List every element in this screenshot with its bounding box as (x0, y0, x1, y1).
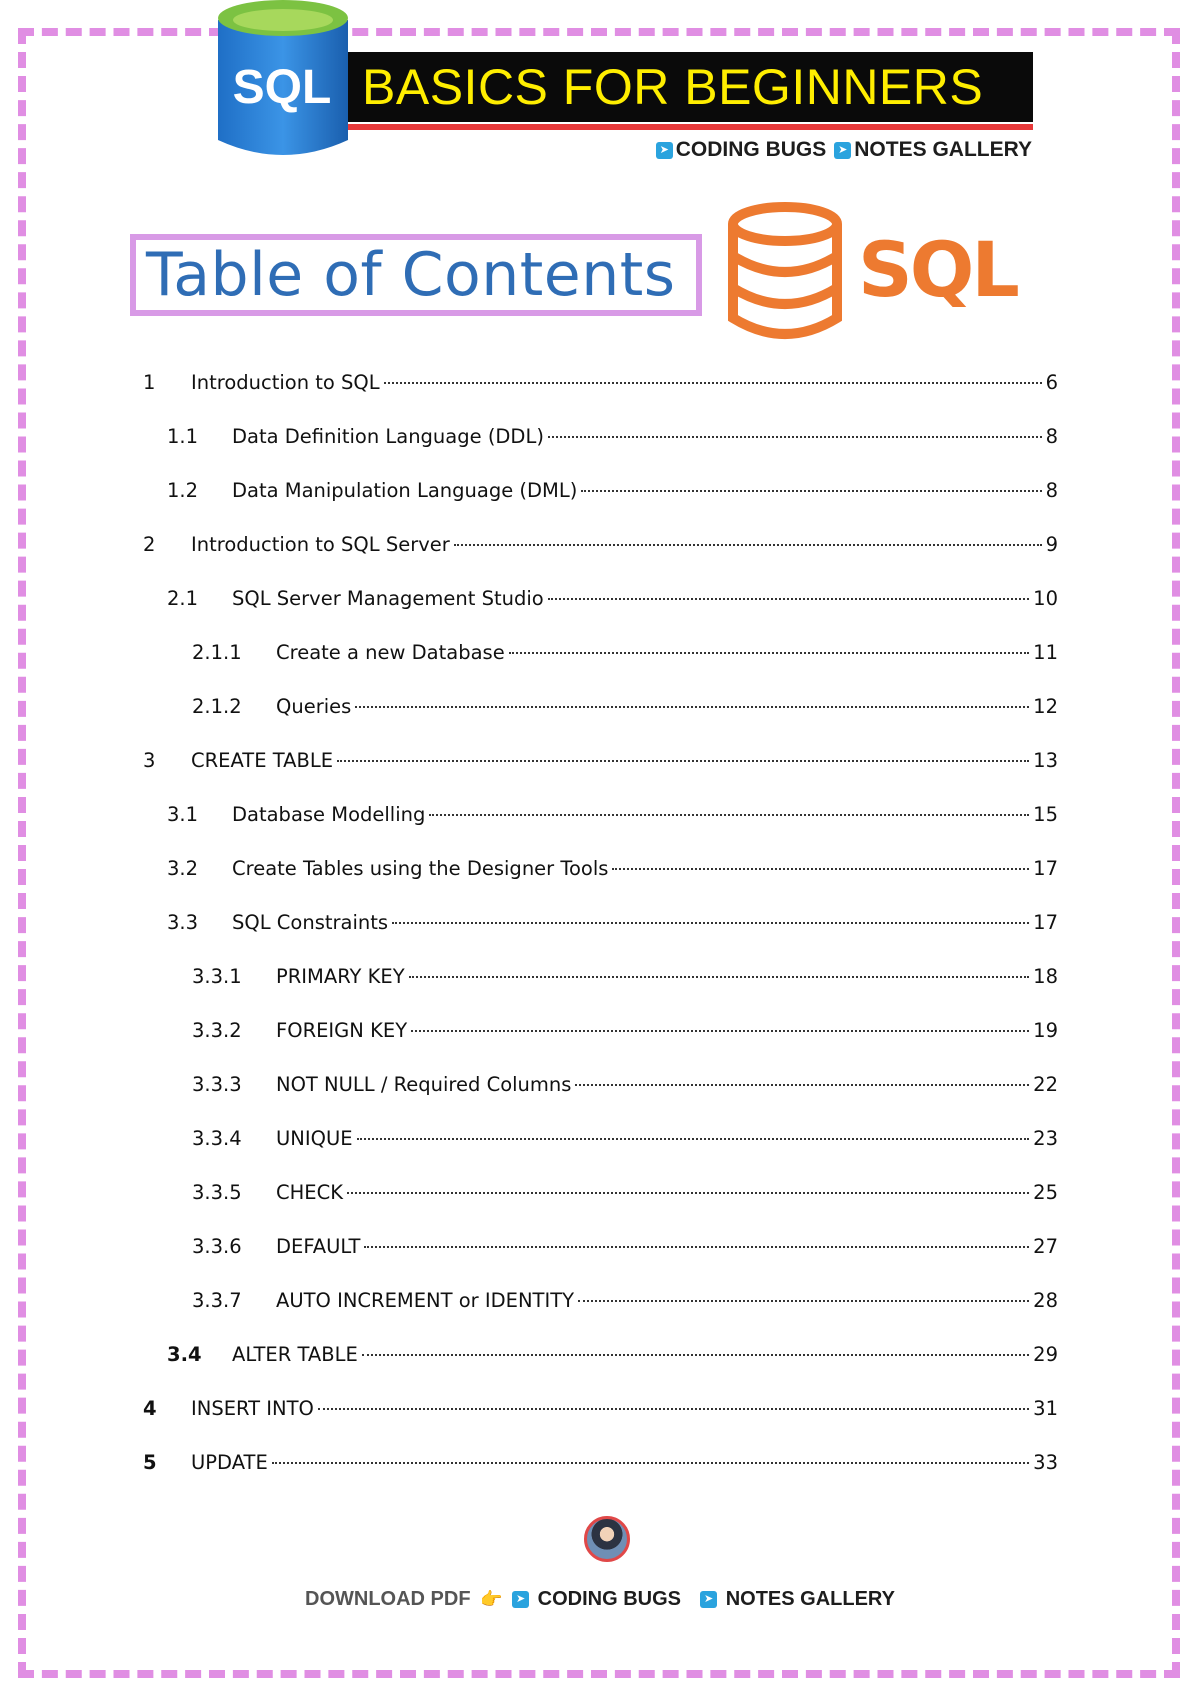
toc-entry-title[interactable]: Data Manipulation Language (DML) (232, 479, 578, 502)
toc-entry-title[interactable]: Create Tables using the Designer Tools (232, 857, 609, 880)
footer-brand-coding-bugs[interactable]: CODING BUGS (537, 1588, 682, 1610)
toc-entry-number: 3.3.6 (192, 1235, 242, 1258)
toc-entry-title[interactable]: Introduction to SQL (191, 371, 380, 394)
toc-entry-number: 4 (143, 1397, 157, 1420)
toc-entry[interactable] (0, 641, 1200, 671)
toc-leader-dots (548, 598, 1029, 600)
toc-entry-title[interactable]: Data Definition Language (DDL) (232, 425, 544, 448)
toc-entry-number: 3.3.4 (192, 1127, 242, 1150)
toc-leader-dots (357, 1138, 1030, 1140)
toc-entry-number: 2 (143, 533, 156, 556)
toc-entry-title[interactable]: FOREIGN KEY (276, 1019, 408, 1042)
toc-leader-dots (392, 922, 1029, 924)
toc-leader-dots (578, 1300, 1029, 1302)
telegram-icon[interactable]: ➤ (512, 1591, 529, 1608)
header-brand-row (656, 138, 1032, 162)
toc-leader-dots (272, 1462, 1029, 1464)
toc-entry[interactable] (0, 479, 1200, 509)
toc-entry[interactable] (0, 533, 1200, 563)
toc-entry-number: 1.2 (167, 479, 199, 502)
toc-entry-title[interactable]: CREATE TABLE (191, 749, 334, 772)
toc-entry-number: 3.2 (167, 857, 199, 880)
toc-leader-dots (411, 1030, 1029, 1032)
toc-entry[interactable] (0, 1343, 1200, 1373)
toc-entry-title[interactable]: NOT NULL / Required Columns (276, 1073, 572, 1096)
toc-entry[interactable] (0, 1451, 1200, 1481)
toc-entry-title[interactable]: Introduction to SQL Server (191, 533, 450, 556)
telegram-icon[interactable]: ➤ (656, 142, 673, 159)
toc-entry-page[interactable]: 22 (1033, 1073, 1058, 1096)
toc-entry-title[interactable]: Create a new Database (276, 641, 505, 664)
toc-entry-page[interactable]: 8 (1045, 425, 1058, 448)
toc-entry-page[interactable]: 18 (1033, 965, 1058, 988)
toc-entry[interactable] (0, 1127, 1200, 1157)
toc-entry-number: 3.3.7 (192, 1289, 242, 1312)
toc-entry-page[interactable]: 12 (1033, 695, 1058, 718)
toc-entry-page[interactable]: 28 (1033, 1289, 1058, 1312)
toc-entry[interactable] (0, 1397, 1200, 1427)
toc-entry[interactable] (0, 857, 1200, 887)
header-brand-coding-bugs[interactable]: CODING BUGS (675, 138, 827, 161)
toc-entry-title[interactable]: UPDATE (191, 1451, 268, 1474)
toc-entry-number: 3.3.3 (192, 1073, 242, 1096)
toc-entry[interactable] (0, 1235, 1200, 1265)
toc-entry-title[interactable]: PRIMARY KEY (276, 965, 405, 988)
header-brand-notes-gallery[interactable]: NOTES GALLERY (854, 138, 1032, 161)
toc-entry-title[interactable]: DEFAULT (276, 1235, 361, 1258)
header-title: BASICS FOR BEGINNERS (362, 59, 984, 115)
toc-leader-dots (612, 868, 1029, 870)
toc-leader-dots (384, 382, 1042, 384)
toc-entry-number: 2.1 (167, 587, 199, 610)
toc-leader-dots (429, 814, 1029, 816)
toc-entry-page[interactable]: 29 (1033, 1343, 1058, 1366)
toc-title: Table of Contents (146, 240, 676, 310)
toc-leader-dots (355, 706, 1029, 708)
toc-entry-title[interactable]: CHECK (276, 1181, 344, 1204)
toc-entry[interactable] (0, 965, 1200, 995)
toc-entry-title[interactable]: SQL Constraints (232, 911, 389, 934)
toc-leader-dots (548, 436, 1042, 438)
telegram-icon[interactable]: ➤ (700, 1591, 717, 1608)
toc-entry[interactable] (0, 1019, 1200, 1049)
toc-entry-number: 3.3.5 (192, 1181, 242, 1204)
toc-entry-number: 1.1 (167, 425, 199, 448)
footer-download-row (0, 1588, 1200, 1611)
toc-entry-number: 3.4 (167, 1343, 202, 1366)
avatar (584, 1516, 630, 1562)
toc-leader-dots (362, 1354, 1029, 1356)
toc-leader-dots (575, 1084, 1029, 1086)
toc-entry-page[interactable]: 31 (1033, 1397, 1058, 1420)
toc-entry-number: 3.3.1 (192, 965, 242, 988)
pointing-hand-icon: 👉 (480, 1589, 503, 1609)
toc-entry[interactable] (0, 1073, 1200, 1103)
toc-entry-page[interactable]: 9 (1045, 533, 1058, 556)
toc-entry-title[interactable]: INSERT INTO (191, 1397, 314, 1420)
toc-leader-dots (364, 1246, 1029, 1248)
toc-leader-dots (347, 1192, 1029, 1194)
footer-brand-notes-gallery[interactable]: NOTES GALLERY (725, 1588, 895, 1610)
toc-entry[interactable] (0, 587, 1200, 617)
toc-entry[interactable] (0, 911, 1200, 941)
toc-entry-page[interactable]: 11 (1033, 641, 1058, 664)
toc-entry-page[interactable]: 8 (1045, 479, 1058, 502)
sql-logo-word: SQL (858, 225, 1017, 314)
toc-entry-page[interactable]: 17 (1033, 857, 1058, 880)
toc-entry[interactable] (0, 749, 1200, 779)
header-banner (348, 52, 1033, 122)
toc-leader-dots (509, 652, 1029, 654)
toc-entry-title[interactable]: UNIQUE (276, 1127, 353, 1150)
toc-entry[interactable] (0, 1181, 1200, 1211)
toc-entry-page[interactable]: 27 (1033, 1235, 1058, 1258)
toc-leader-dots (454, 544, 1042, 546)
toc-leader-dots (318, 1408, 1029, 1410)
toc-entry-title[interactable]: AUTO INCREMENT or IDENTITY (276, 1289, 575, 1312)
toc-entry-number: 3.1 (167, 803, 199, 826)
toc-entry-number: 3.3.2 (192, 1019, 242, 1042)
download-pdf-label[interactable]: DOWNLOAD PDF (305, 1588, 471, 1610)
toc-entry[interactable] (0, 371, 1200, 401)
sql-logo-text: SQL (232, 61, 332, 114)
toc-entry-page[interactable]: 10 (1033, 587, 1058, 610)
toc-entry-title[interactable]: Database Modelling (232, 803, 426, 826)
toc-entry-number: 3 (143, 749, 156, 772)
toc-entry-page[interactable]: 17 (1033, 911, 1058, 934)
toc-leader-dots (581, 490, 1041, 492)
toc-entry-page[interactable]: 25 (1033, 1181, 1058, 1204)
toc-entry-number: 5 (143, 1451, 157, 1474)
toc-entry-page[interactable]: 13 (1033, 749, 1058, 772)
toc-leader-dots (337, 760, 1029, 762)
toc-entry-title[interactable]: Queries (276, 695, 352, 718)
toc-entry-number: 1 (143, 371, 156, 394)
toc-entry-number: 3.3 (167, 911, 199, 934)
database-stack-icon (726, 202, 844, 340)
toc-entry-page[interactable]: 15 (1033, 803, 1058, 826)
toc-entry-page[interactable]: 19 (1033, 1019, 1058, 1042)
toc-entry-number: 2.1.1 (192, 641, 242, 664)
toc-entry[interactable] (0, 1289, 1200, 1319)
toc-entry[interactable] (0, 695, 1200, 725)
toc-entry-page[interactable]: 6 (1045, 371, 1058, 394)
toc-leader-dots (409, 976, 1030, 978)
telegram-icon[interactable]: ➤ (834, 142, 851, 159)
toc-entry-title[interactable]: SQL Server Management Studio (232, 587, 544, 610)
toc-entry[interactable] (0, 425, 1200, 455)
toc-entry[interactable] (0, 803, 1200, 833)
toc-entry-title[interactable]: ALTER TABLE (232, 1343, 358, 1366)
toc-entry-page[interactable]: 23 (1033, 1127, 1058, 1150)
sql-database-logo-icon (218, 0, 348, 160)
header-rule (348, 124, 1033, 130)
toc-title-box (130, 234, 702, 316)
toc-entry-page[interactable]: 33 (1033, 1451, 1058, 1474)
toc-entry-number: 2.1.2 (192, 695, 242, 718)
